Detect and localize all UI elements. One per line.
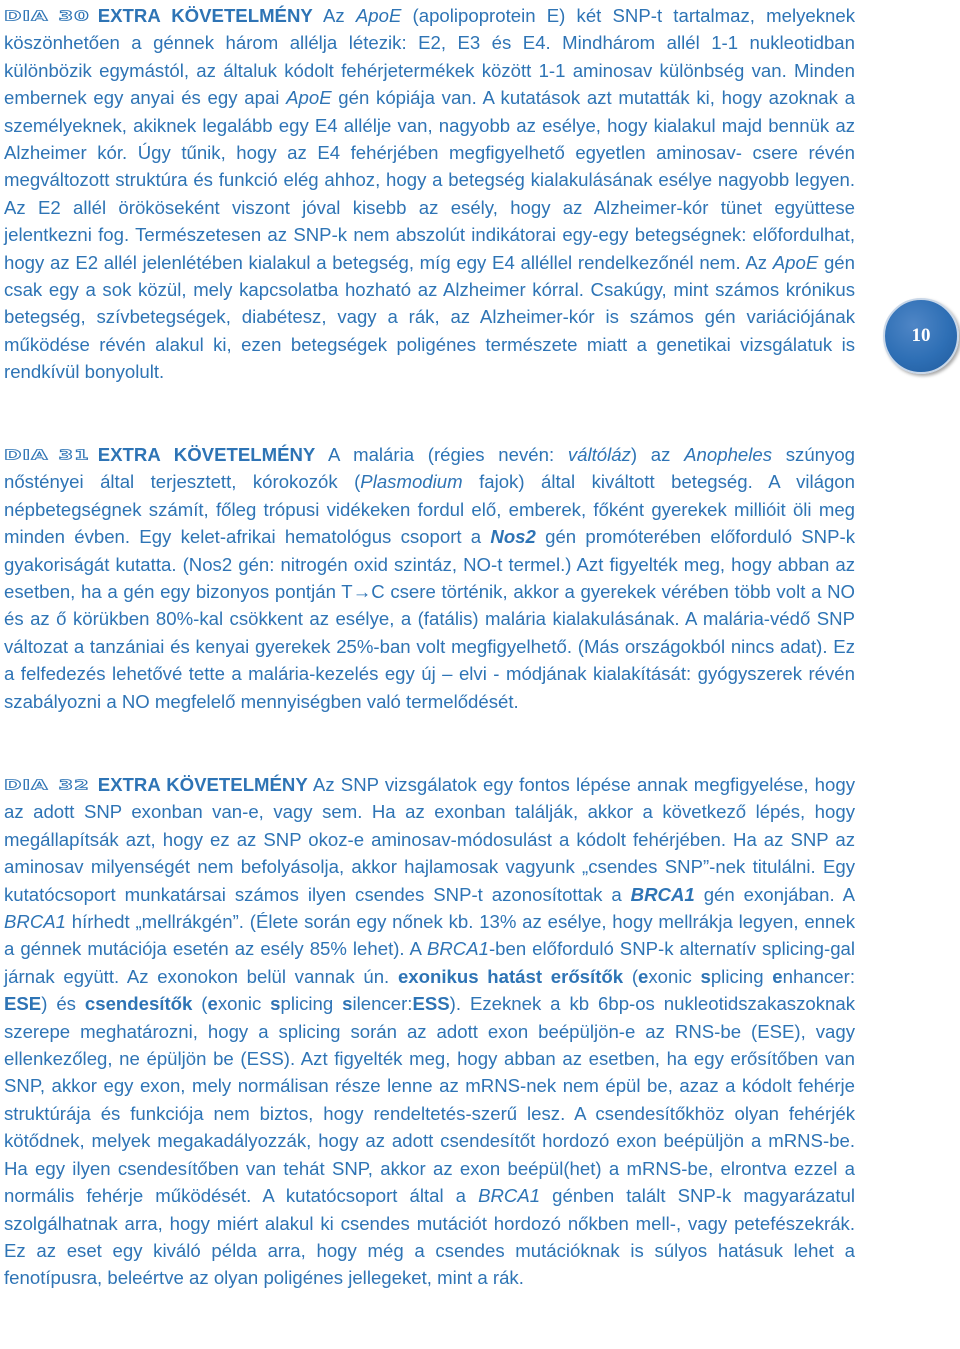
text-run: hírhedt „mellrákgén”. (Élete során egy nőnek kb. 13% az esélye, hogy mellrákja legyen, ennek a génnek mutációja esetén az esély 85% lehet). A xyxy=(4,911,855,960)
bold-term: ESE xyxy=(4,993,42,1015)
text-run: xonic xyxy=(648,965,701,987)
bold-letter: s xyxy=(270,993,281,1015)
italic-term: Plasmodium xyxy=(360,471,463,493)
gene-name: BRCA1 xyxy=(478,1185,541,1207)
section-dia-32 xyxy=(4,771,855,1292)
bold-letter: s xyxy=(700,965,711,987)
paragraph-dia-32 xyxy=(4,771,855,1292)
extra-label: EXTRA KÖVETELMÉNY xyxy=(97,444,316,465)
paragraph-dia-30 xyxy=(4,2,855,386)
text-run: (apolipoprotein E) két SNP-t tartalmaz, melyeknek köszönhetően a génnek három allélja létezik: E2, E3 és E4. Mindhárom allél 1-1 nukleotidban különbözik egymástól, az általuk kódolt fehérjetermékek között 1-1 aminosav különbség van. Minden embernek egy anyai és egy apai xyxy=(4,5,856,109)
text-run: Az xyxy=(312,5,356,26)
dia-word: DIA xyxy=(4,447,49,463)
dia-heading xyxy=(4,777,90,794)
section-dia-31 xyxy=(4,441,855,715)
section-dia-30 xyxy=(4,2,855,386)
italic-term: Anopheles xyxy=(684,444,773,465)
dia-number: 31 xyxy=(58,447,90,463)
gene-name: ApoE xyxy=(355,5,402,26)
text-run: génben talált SNP-k magyarázatul szolgálhatnak arra, hogy miért alakul ki csendes mutációt hordozó nőkben mell-, vagy petefészekrák. Ez az eset egy kiváló példa arra, hogy még a csendes mutációknak is súlyos hatásuk lehet a fenotípusra, beleértve az olyan poligénes jellegeket, mint a rák. xyxy=(4,1185,855,1289)
bold-letter: e xyxy=(638,965,649,987)
text-run: gén kópiája van. A kutatások azt mutatták ki, hogy azoknak a személyeknek, akiknek legalább egy E4 allélje van, nagyobb az esélye, hogy kialakul majd bennük az Alzheimer kór. Úgy tűnik, hogy az E4 fehérjében megfigyelhető egyetlen aminosav- csere révén megváltozott struktúra és funkció elég ahhoz, hogy a betegség kialakulásának esélye nagyobb legyen. Az E2 allél örököseként viszont jóval kisebb az esély, hogy az Alzheimer-kór tünet együttese jelentkezni fog. Természetesen az SNP-k nem abszolút indikátorai egy-egy betegségnek: előfordulhat, hogy az E2 allél jelenlétében kialakul a betegség, míg egy E4 alléllel rendelkezőnél nem. Az xyxy=(4,87,855,273)
text-run: A malária (régies nevén: xyxy=(315,444,568,465)
dia-heading xyxy=(4,8,90,25)
text-run: szúnyog nőstényei által terjesztett, kórokozók ( xyxy=(4,444,855,493)
dia-number: 32 xyxy=(58,777,90,793)
text-run: ) az xyxy=(630,444,685,465)
dia-heading xyxy=(4,447,90,464)
gene-name: BRCA1 xyxy=(4,911,67,933)
text-run: plicing xyxy=(280,993,343,1015)
text-run: -ben előforduló SNP-k alternatív splicing-gal járnak együtt. Az exonokon belül vannak ún. xyxy=(4,938,856,987)
text-run: Az SNP vizsgálatok egy fontos lépése annak megfigyelése, hogy az adott SNP exonban van-e, vagy sem. Ha az exonban találják, akkor a következő lépés, hogy megállapítsák azt, hogy ez az SNP okoz-e aminosav-módosulást a kódolt fehérjében. Ha az SNP az aminosav milyenségét nem befolyásolja, akkor hajlamosak vagyunk „csendes SNP”-nek titulálni. Egy kutatócsoport munkatársai számos ilyen csendes SNP-t azonosítottak a xyxy=(4,774,856,905)
text-run: gén promóterében előforduló SNP-k gyakoriságát kutatta. (Nos2 gén: nitrogén oxid szintáz, NO-t termel.) Azt figyelték meg, hogy abban az esetben, ha a gén egy bizonyos pontján T→C csere történik, akkor a gyerekek vérében több volt a NO és az ő körükben 80%-kal csökkent az esélye, a (fatális) malária kialakulásának. A malária-védő SNP változat a tanzániai és kenyai gyerekek 25%-ban volt megfigyelhető. (Más országokból nincs adat). Ez a felfedezés lehetővé tette a malária-kezelés egy új – elvi - módjának kialakítását: gyógyszerek révén szabályozni a NO megfelelő mennyiségben való termelődését. xyxy=(4,526,855,712)
bold-letter: e xyxy=(207,993,218,1015)
text-run: ). Ezeknek a kb 6bp-os nukleotidszakaszoknak szerepe meghatározni, hogy a splicing során az adott exon beépüljön-e az RNS-be (ESE), vagy ellenkezőleg, ne épüljön be (ESS). Azt figyelték meg, hogy abban az esetben, ha egy erősítőben van SNP, akkor egy exon, mely normálisan része lenne az mRNS-nek nem épül be, azaz a kódolt fehérje struktúrája és funkciója nem biztos, hogy rendeltetés-szerű lesz. A csendesítőkhöz olyan fehérjék kötődnek, melyek megakadályozzák, hogy az adott csendesítőt hordozó exon beépüljön a mRNS-be. Ha egy ilyen csendesítőben van tehát SNP, akkor az exon beépül(het) a mRNS-be, elrontva ezzel a normális fehérje működését. A kutatócsoport által a xyxy=(4,993,855,1207)
text-run: gén csak egy a sok közül, mely kapcsolatba hozható az Alzheimer kórral. Csakúgy, mint számos krónikus betegség, szívbetegségek, diabétesz, vagy a rák, az Alzheimer-kór is számos gén variációjának működése révén alakul ki, ezen betegségek poligénes természete miatt a genetikai vizsgálatuk is rendkívül bonyolult. xyxy=(4,251,855,383)
text-run: ( xyxy=(192,993,208,1015)
gene-name: ApoE xyxy=(772,251,819,273)
dia-word: DIA xyxy=(4,8,49,24)
gene-name: Nos2 xyxy=(490,526,536,548)
text-run: fajok) által kiváltott betegség. A világon népbetegségnek számít, főleg trópusi vidékeken fordul elő, emberek, főként gyerekek millióit öli meg minden évben. Egy kelet-afrikai hematológus csoport a xyxy=(4,471,855,548)
text-run: ilencer: xyxy=(352,993,413,1015)
text-run: nhancer: xyxy=(782,965,855,987)
gene-name: BRCA1 xyxy=(426,938,489,960)
italic-term: váltóláz xyxy=(567,444,631,465)
bold-term: csendesítők xyxy=(84,993,193,1015)
dia-number: 30 xyxy=(58,8,90,24)
bold-term: exonikus hatást erősítők xyxy=(397,965,624,987)
dia-word: DIA xyxy=(4,777,49,793)
bold-term: ESS xyxy=(412,993,450,1015)
text-run: plicing xyxy=(710,965,773,987)
text-run: ( xyxy=(623,965,639,987)
extra-label: EXTRA KÖVETELMÉNY xyxy=(97,5,313,26)
gene-name: ApoE xyxy=(286,87,332,109)
gene-name: BRCA1 xyxy=(630,883,695,905)
paragraph-dia-31 xyxy=(4,441,855,715)
bold-letter: e xyxy=(772,965,783,987)
bold-letter: s xyxy=(342,993,353,1015)
extra-label: EXTRA KÖVETELMÉNY xyxy=(97,774,308,795)
text-run: gén exonjában. A xyxy=(694,883,855,905)
text-run: xonic xyxy=(217,993,271,1015)
text-run: ) és xyxy=(41,993,85,1015)
page-number-badge: 10 xyxy=(883,298,959,374)
